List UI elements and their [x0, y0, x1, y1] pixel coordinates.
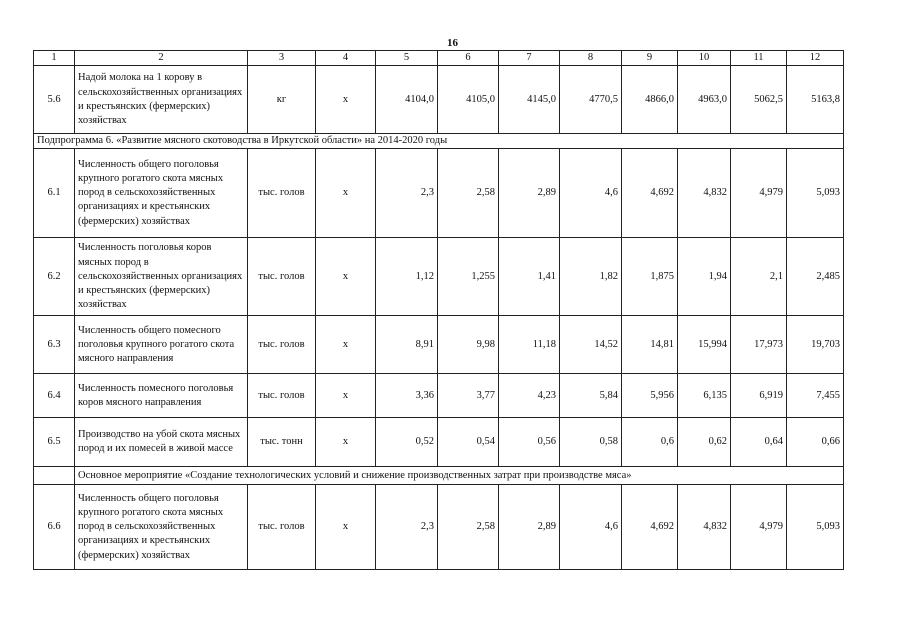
value-cell: 2,485 — [787, 238, 844, 316]
table-row — [34, 485, 844, 570]
row-number: 6.2 — [34, 238, 75, 316]
value-cell: 4,6 — [560, 485, 622, 570]
header-cell: 6 — [438, 51, 499, 66]
value-cell: 5062,5 — [731, 66, 787, 134]
event-row — [34, 467, 844, 485]
value-cell: 8,91 — [376, 316, 438, 374]
value-cell: 17,973 — [731, 316, 787, 374]
value-cell: 0,66 — [787, 418, 844, 467]
base-value-cell: x — [316, 485, 376, 570]
value-cell: 4866,0 — [622, 66, 678, 134]
value-cell: 5,093 — [787, 485, 844, 570]
base-value-cell: x — [316, 149, 376, 238]
value-cell: 9,98 — [438, 316, 499, 374]
base-value-cell: x — [316, 66, 376, 134]
value-cell: 15,994 — [678, 316, 731, 374]
value-cell: 4,692 — [622, 149, 678, 238]
page-number: 16 — [447, 37, 458, 49]
value-cell: 5,093 — [787, 149, 844, 238]
header-row — [34, 51, 844, 66]
value-cell: 4105,0 — [438, 66, 499, 134]
base-value-cell: x — [316, 418, 376, 467]
value-cell: 14,52 — [560, 316, 622, 374]
header-cell: 3 — [248, 51, 316, 66]
header-cell: 11 — [731, 51, 787, 66]
indicator-name: Численность общего поголовья крупного рогатого скота мясных пород в сельскохозяйственных организациях и крестьянских (фермерских) хозяйствах — [75, 485, 248, 570]
value-cell: 4963,0 — [678, 66, 731, 134]
base-value-cell: x — [316, 316, 376, 374]
event-title: Основное мероприятие «Создание технологических условий и снижение производственных затрат при производстве мяса» — [75, 467, 844, 485]
header-cell: 5 — [376, 51, 438, 66]
header-cell: 7 — [499, 51, 560, 66]
indicator-name: Численность общего поголовья крупного рогатого скота мясных пород в сельскохозяйственных организациях и крестьянских (фермерских) хозяйствах — [75, 149, 248, 238]
table-row — [34, 418, 844, 467]
unit-cell: тыс. голов — [248, 149, 316, 238]
value-cell: 3,77 — [438, 374, 499, 418]
value-cell: 1,12 — [376, 238, 438, 316]
unit-cell: тыс. голов — [248, 485, 316, 570]
value-cell: 1,41 — [499, 238, 560, 316]
unit-cell: тыс. голов — [248, 238, 316, 316]
base-value-cell: x — [316, 238, 376, 316]
value-cell: 1,94 — [678, 238, 731, 316]
value-cell: 4145,0 — [499, 66, 560, 134]
value-cell: 2,58 — [438, 149, 499, 238]
value-cell: 0,54 — [438, 418, 499, 467]
value-cell: 4,832 — [678, 485, 731, 570]
header-cell: 12 — [787, 51, 844, 66]
indicator-name: Численность поголовья коров мясных пород в сельскохозяйственных организациях и крестьянских (фермерских) хозяйствах — [75, 238, 248, 316]
unit-cell: тыс. тонн — [248, 418, 316, 467]
row-number: 5.6 — [34, 66, 75, 134]
value-cell: 2,89 — [499, 149, 560, 238]
value-cell: 0,52 — [376, 418, 438, 467]
value-cell: 2,3 — [376, 149, 438, 238]
value-cell: 4770,5 — [560, 66, 622, 134]
value-cell: 0,6 — [622, 418, 678, 467]
indicator-name: Производство на убой скота мясных пород и их помесей в живой массе — [75, 418, 248, 467]
subprogram-title: Подпрограмма 6. «Развитие мясного скотоводства в Иркутской области» на 2014-2020 годы — [34, 134, 844, 149]
row-number: 6.6 — [34, 485, 75, 570]
value-cell: 4,979 — [731, 149, 787, 238]
value-cell: 5,956 — [622, 374, 678, 418]
header-cell: 1 — [34, 51, 75, 66]
table-row — [34, 316, 844, 374]
value-cell: 1,255 — [438, 238, 499, 316]
value-cell: 2,3 — [376, 485, 438, 570]
base-value-cell: x — [316, 374, 376, 418]
value-cell: 4,6 — [560, 149, 622, 238]
value-cell: 6,135 — [678, 374, 731, 418]
value-cell: 4,979 — [731, 485, 787, 570]
value-cell: 4,23 — [499, 374, 560, 418]
empty-cell — [34, 467, 75, 485]
row-number: 6.5 — [34, 418, 75, 467]
unit-cell: тыс. голов — [248, 374, 316, 418]
value-cell: 0,56 — [499, 418, 560, 467]
value-cell: 0,62 — [678, 418, 731, 467]
row-number: 6.1 — [34, 149, 75, 238]
indicator-name: Надой молока на 1 корову в сельскохозяйственных организациях и крестьянских (фермерских) хозяйствах — [75, 66, 248, 134]
row-number: 6.4 — [34, 374, 75, 418]
value-cell: 19,703 — [787, 316, 844, 374]
unit-cell: тыс. голов — [248, 316, 316, 374]
header-cell: 4 — [316, 51, 376, 66]
header-cell: 9 — [622, 51, 678, 66]
indicator-name: Численность помесного поголовья коров мясного направления — [75, 374, 248, 418]
subprogram-row — [34, 134, 844, 149]
value-cell: 11,18 — [499, 316, 560, 374]
header-cell: 8 — [560, 51, 622, 66]
value-cell: 5163,8 — [787, 66, 844, 134]
indicator-name: Численность общего помесного поголовья крупного рогатого скота мясного направления — [75, 316, 248, 374]
value-cell: 5,84 — [560, 374, 622, 418]
value-cell: 0,58 — [560, 418, 622, 467]
table-row — [34, 66, 844, 134]
indicators-table — [33, 50, 844, 570]
header-cell: 10 — [678, 51, 731, 66]
value-cell: 2,1 — [731, 238, 787, 316]
value-cell: 1,82 — [560, 238, 622, 316]
table-row — [34, 149, 844, 238]
value-cell: 4,832 — [678, 149, 731, 238]
value-cell: 4,692 — [622, 485, 678, 570]
value-cell: 14,81 — [622, 316, 678, 374]
value-cell: 1,875 — [622, 238, 678, 316]
value-cell: 7,455 — [787, 374, 844, 418]
table-row — [34, 374, 844, 418]
value-cell: 0,64 — [731, 418, 787, 467]
value-cell: 2,58 — [438, 485, 499, 570]
value-cell: 6,919 — [731, 374, 787, 418]
value-cell: 3,36 — [376, 374, 438, 418]
value-cell: 4104,0 — [376, 66, 438, 134]
header-cell: 2 — [75, 51, 248, 66]
value-cell: 2,89 — [499, 485, 560, 570]
unit-cell: кг — [248, 66, 316, 134]
table-row — [34, 238, 844, 316]
row-number: 6.3 — [34, 316, 75, 374]
